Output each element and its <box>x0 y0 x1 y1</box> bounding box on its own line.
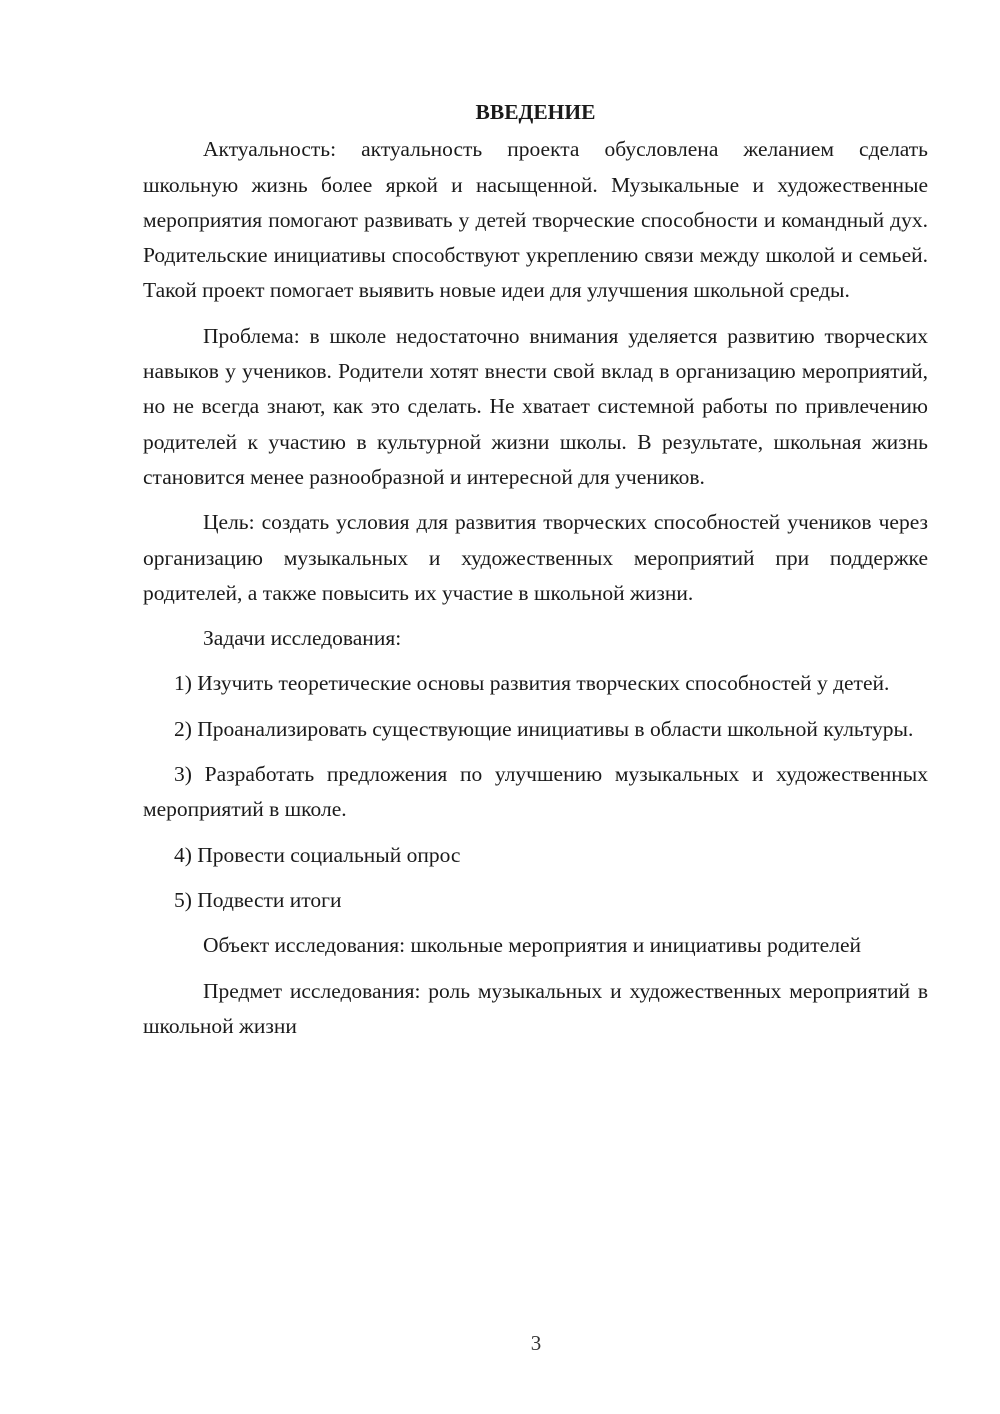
object-paragraph: Объект исследования: школьные мероприятия и инициативы родителей <box>203 933 862 958</box>
task-item-3: 3) Разработать предложения по улучшению музыкальных и художественных мероприятий в школе. <box>143 762 928 822</box>
problem-paragraph: Проблема: в школе недостаточно внимания уделяется развитию творческих навыков у учеников. Родители хотят внести свой вклад в организацию мероприятий, но не всегда знают, как это сделать. Не хватает системной работы по привлечению родителей к участию в культурной жизни школы. В результате, школьная жизнь становится менее разнообразной и интересной для учеников. <box>143 323 928 489</box>
tasks-heading: Задачи исследования: <box>203 626 402 651</box>
page-number: 3 <box>530 1331 542 1355</box>
task-item-2: 2) Проанализировать существующие инициативы в области школьной культуры. <box>174 716 914 741</box>
relevance-paragraph: Актуальность: актуальность проекта обусловлена желанием сделать школьную жизнь более яркой и насыщенной. Музыкальные и художественные мероприятия помогают развивать у детей творческие способности и командный дух. Родительские инициативы способствуют укреплению связи между школой и семьей. Такой проект помогает выявить новые идеи для улучшения школьной среды. <box>143 137 928 303</box>
subject-paragraph: Предмет исследования: роль музыкальных и художественных мероприятий в школьной жизни <box>143 978 928 1038</box>
goal-paragraph: Цель: создать условия для развития творческих способностей учеников через организацию музыкальных и художественных мероприятий при поддержке родителей, а также повысить их участие в школьной жизни. <box>143 510 928 605</box>
task-item-4: 4) Провести социальный опрос <box>174 842 461 867</box>
document-page <box>143 95 928 1054</box>
task-item-5: 5) Подвести итоги <box>174 887 342 912</box>
task-item-1: 1) Изучить теоретические основы развития творческих способностей у детей. <box>174 671 890 696</box>
document-title: ВВЕДЕНИЕ <box>475 100 596 124</box>
